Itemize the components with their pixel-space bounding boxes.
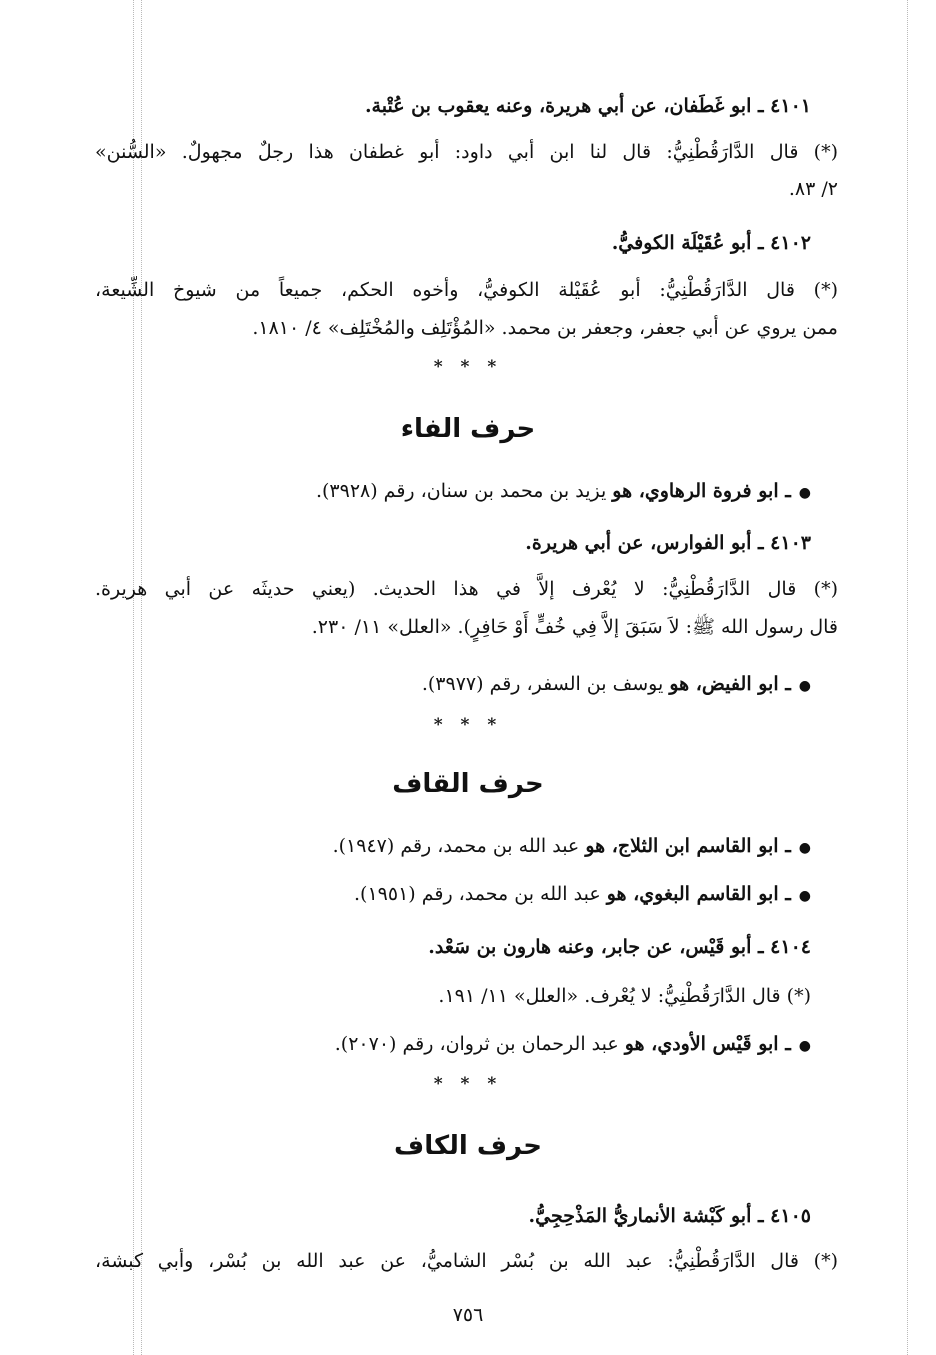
cross-reference-name: ـ ابو القاسم البغوي، هو bbox=[606, 883, 791, 905]
bullet-icon: ● bbox=[798, 888, 811, 904]
entry-4101-note-line: ٢/ ٨٣. bbox=[788, 178, 838, 200]
entry-4103-note-line: قال رسول الله ﷺ: لاَ سَبَقَ إلاَّ فِي خُفٍّ أَوْ حَافِرٍ). «العلل» ١١/ ٢٣٠. bbox=[311, 616, 838, 638]
section-separator-stars: * * * bbox=[433, 1074, 503, 1094]
entry-4104-heading: ٤١٠٤ ـ أبو قَيْس، عن جابر، وعنه هارون بن سَعْد. bbox=[428, 936, 811, 958]
cross-reference-target: يوسف بن السفر، رقم (٣٩٧٧). bbox=[421, 673, 670, 695]
cross-reference-target: عبد الله بن محمد، رقم (١٩٤٧). bbox=[332, 835, 586, 857]
cross-reference-target: عبد الرحمان بن ثروان، رقم (٢٠٧٠). bbox=[334, 1033, 625, 1055]
section-title-qaf: حرف القاف bbox=[392, 769, 544, 799]
section-title-kaf: حرف الكاف bbox=[394, 1131, 542, 1161]
section-title-fa: حرف الفاء bbox=[400, 414, 536, 444]
cross-reference-target: يزيد بن محمد بن سنان، رقم (٣٩٢٨). bbox=[315, 480, 613, 502]
cross-reference-item bbox=[316, 477, 811, 507]
entry-4103-note-line: (*) قال الدَّارَقُطْنِيُّ: لا يُعْرف إلاَّ في هذا الحديث. (يعني حديثَه عن أبي هريرة. bbox=[95, 578, 838, 600]
cross-reference-name: ـ ابو القاسم ابن الثلاج، هو bbox=[585, 835, 791, 857]
cross-reference-name: ـ ابو قَيْس الأودي، هو bbox=[624, 1033, 791, 1055]
bullet-icon: ● bbox=[798, 1038, 811, 1054]
entry-4102-note-line: (*) قال الدَّارَقُطْنِيُّ: أبو عُقَيْلة الكوفيُّ، وأخوه الحكم، جميعاً من شيوخ الشِّيعة، bbox=[95, 279, 838, 301]
entry-4101-heading: ٤١٠١ ـ ابو غَطَفان، عن أبي هريرة، وعنه يعقوب بن عُتْبة. bbox=[364, 95, 811, 117]
section-separator-stars: * * * bbox=[433, 357, 503, 377]
entry-4101-note-line: (*) قال الدَّارَقُطْنِيُّ: قال لنا ابن أبي داود: أبو غطفان هذا رجلٌ مجهولٌ. «السُّنن» bbox=[95, 141, 838, 163]
bullet-icon: ● bbox=[798, 678, 811, 694]
entry-4105-heading: ٤١٠٥ ـ أبو كَبْشة الأنماريُّ المَذْحِجِيُّ. bbox=[528, 1205, 811, 1227]
bullet-icon: ● bbox=[798, 840, 811, 856]
entry-4102-note-line: ممن يروي عن أبي جعفر، وجعفر بن محمد. «المُؤْتَلِف والمُخْتَلِف» ٤/ ١٨١٠. bbox=[252, 317, 838, 339]
cross-reference-target: عبد الله بن محمد، رقم (١٩٥١). bbox=[354, 883, 607, 905]
cross-reference-item bbox=[422, 670, 811, 700]
entry-4104-note-line: (*) قال الدَّارَقُطْنِيُّ: لا يُعْرف. «العلل» ١١/ ١٩١. bbox=[438, 985, 811, 1007]
bullet-icon: ● bbox=[798, 485, 811, 501]
cross-reference-item bbox=[354, 880, 811, 910]
cross-reference-item bbox=[335, 1030, 811, 1060]
section-separator-stars: * * * bbox=[433, 715, 503, 735]
entry-4103-heading: ٤١٠٣ ـ أبو الفوارس، عن أبي هريرة. bbox=[525, 532, 811, 554]
cross-reference-item bbox=[333, 832, 811, 862]
cross-reference-name: ـ ابو الفيض، هو bbox=[669, 673, 791, 695]
entry-4105-note-line: (*) قال الدَّارَقُطْنِيُّ: عبد الله بن بُسْر الشاميُّ، عن عبد الله بن بُسْر، وأبي كبشة، bbox=[95, 1250, 838, 1272]
page-number: ٧٥٦ bbox=[452, 1304, 484, 1326]
entry-4102-heading: ٤١٠٢ ـ أبو عُقَيْلَة الكوفيُّ. bbox=[611, 232, 811, 254]
cross-reference-name: ـ ابو فروة الرهاوي، هو bbox=[612, 480, 791, 502]
